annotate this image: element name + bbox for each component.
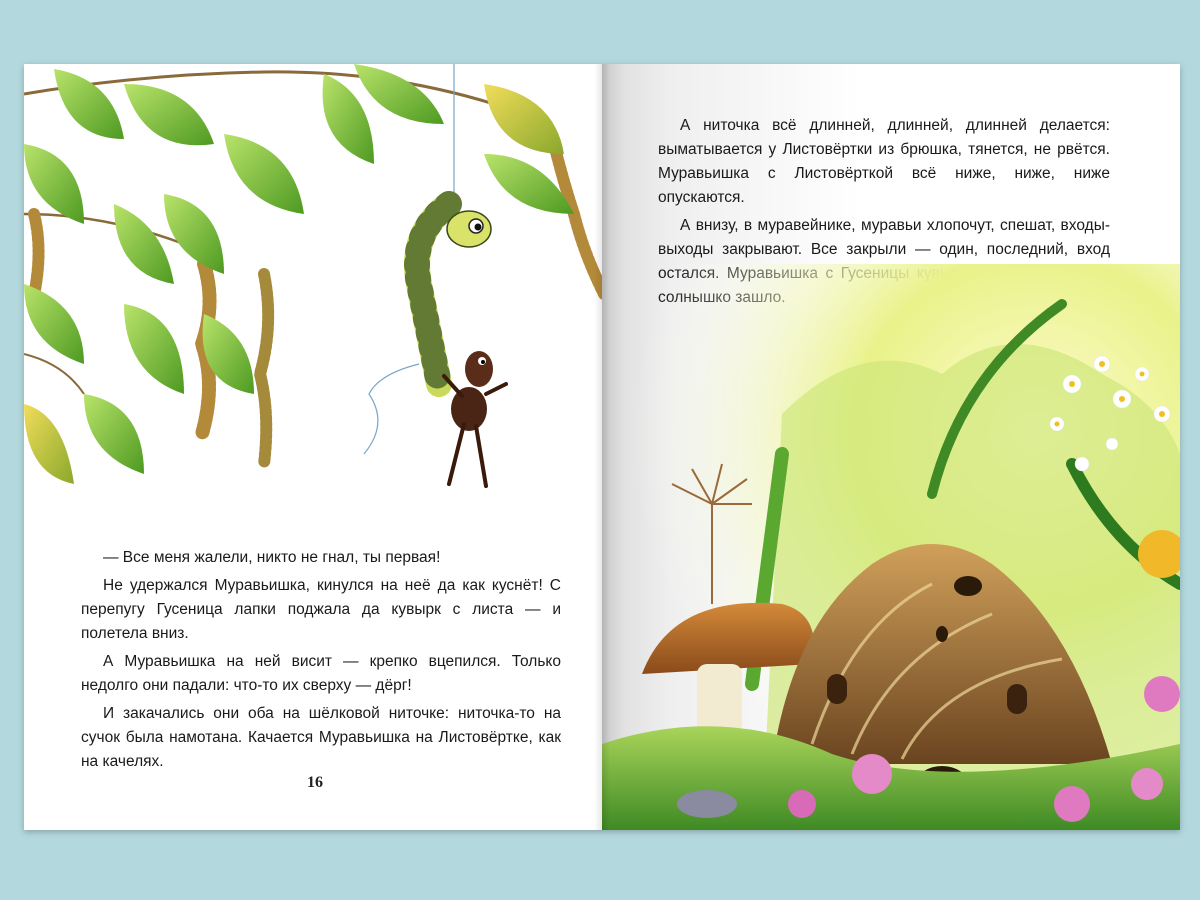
- paragraph: — Все меня жалели, никто не гнал, ты первая!: [103, 549, 441, 566]
- book-gutter: [594, 64, 610, 830]
- paragraph: А Муравьишка на ней висит — крепко вцепился. Только недолго они падали: что-то их сверху — дёрг!: [81, 653, 561, 694]
- right-page: [602, 64, 1180, 830]
- birch-caterpillar-illustration: [24, 64, 602, 504]
- page-number: 16: [307, 774, 323, 791]
- left-page-text: [81, 546, 561, 778]
- anthill-meadow-illustration: [602, 264, 1180, 830]
- paragraph: А внизу, в муравейнике, муравьи хлопочут, спешат, входы-выходы закрывают. Все закрыли — один, последний, вход: [658, 217, 1110, 258]
- paragraph: И закачались они оба на шёлковой ниточке: ниточка-то на сучок была намотана. Качается Муравьишка на Листовёртке, как на качелях.: [81, 705, 561, 770]
- book-spread: [24, 64, 1180, 830]
- left-page: [24, 64, 602, 830]
- paragraph: А ниточка всё длинней, длинней, длинней делается: выматывается у Листовёртки из брюшка, тянется, не рвётся. Муравьишка с Листовёрткой всё ниже, ниже, ниже опускаются.: [658, 117, 1110, 206]
- paragraph: Не удержался Муравьишка, кинулся на неё да как куснёт! С перепугу Гусеница лапки поджала да кувырк с листа — и полетела вниз.: [81, 577, 561, 642]
